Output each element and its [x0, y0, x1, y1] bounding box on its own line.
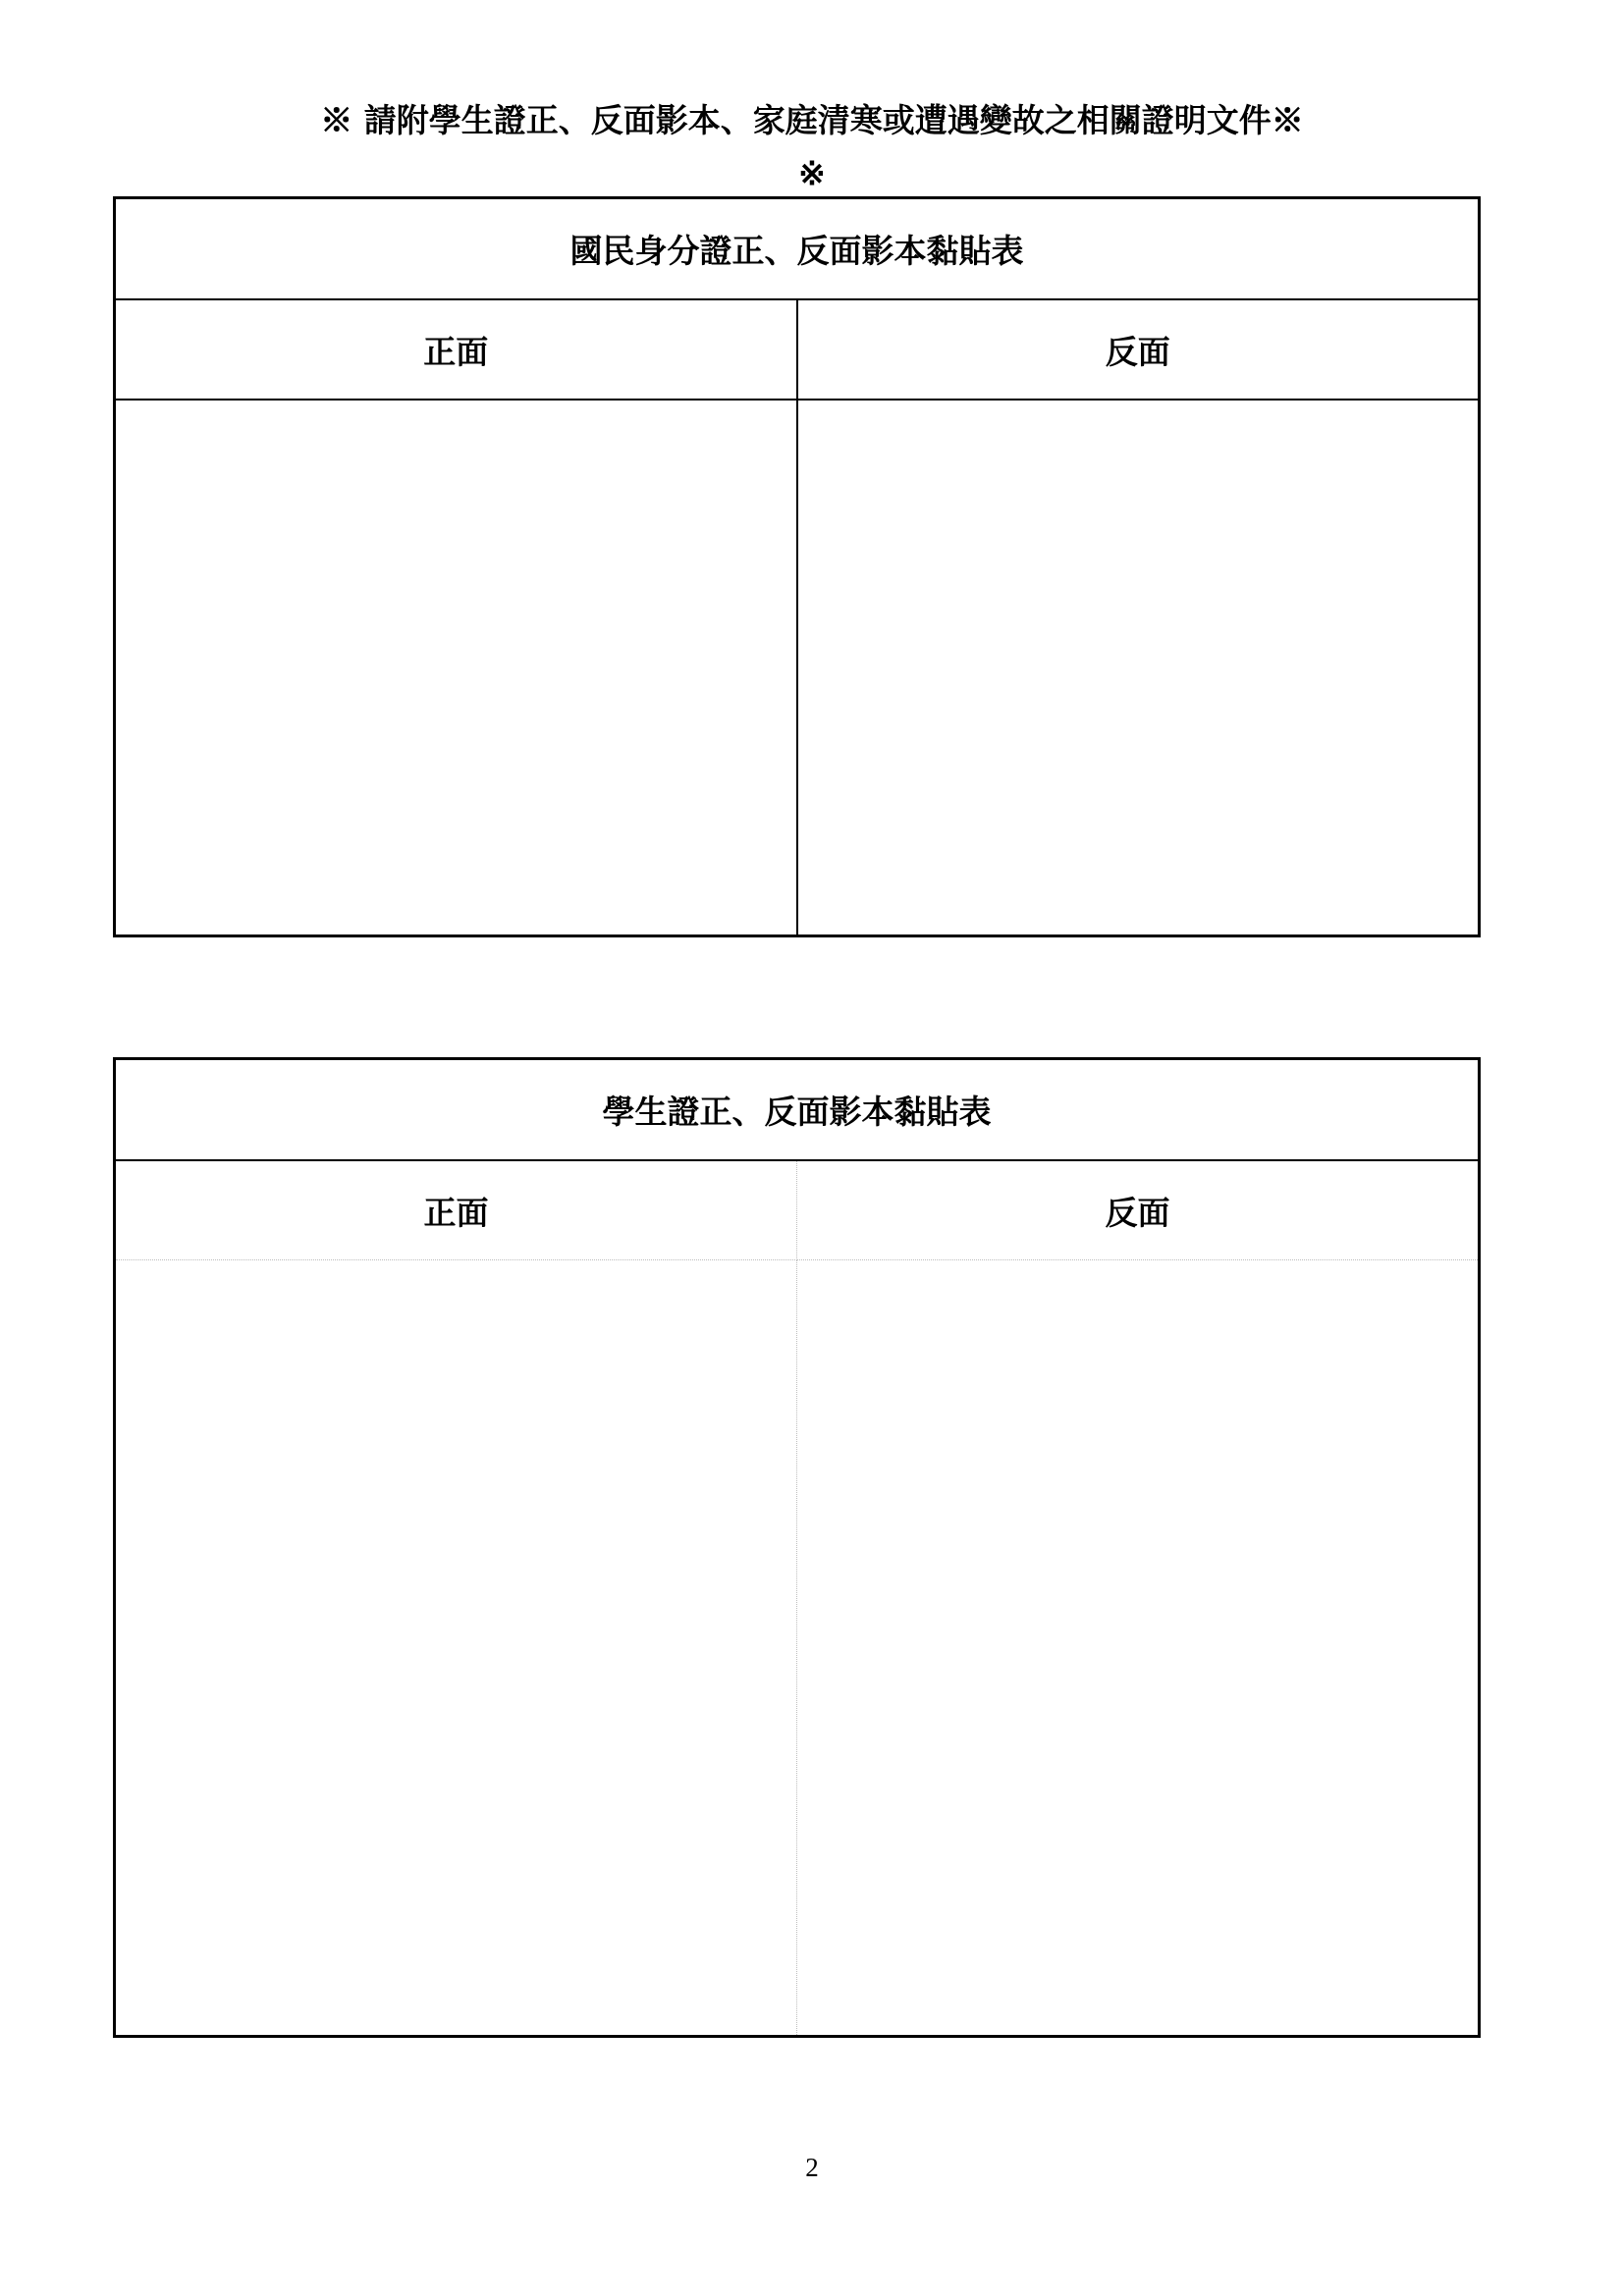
- id-card-front-paste-area: [115, 400, 797, 936]
- student-card-back-header: 反面: [797, 1160, 1480, 1260]
- id-card-table-title: 國民身分證正、反面影本黏貼表: [115, 198, 1480, 300]
- id-card-front-header: 正面: [115, 299, 797, 400]
- attachment-notice-mark: ※: [798, 154, 826, 192]
- student-card-front-paste-area: [115, 1260, 797, 2037]
- student-card-table-title: 學生證正、反面影本黏貼表: [115, 1059, 1480, 1161]
- page-number: 2: [805, 2153, 819, 2182]
- student-card-front-header: 正面: [115, 1160, 797, 1260]
- id-card-back-paste-area: [797, 400, 1480, 936]
- id-card-paste-table: [113, 196, 1481, 937]
- id-card-back-header: 反面: [797, 299, 1480, 400]
- attachment-notice: ※ 請附學生證正、反面影本、家庭清寒或遭遇變故之相關證明文件※: [320, 101, 1304, 139]
- student-card-paste-table: [113, 1057, 1481, 2038]
- student-card-back-paste-area: [797, 1260, 1480, 2037]
